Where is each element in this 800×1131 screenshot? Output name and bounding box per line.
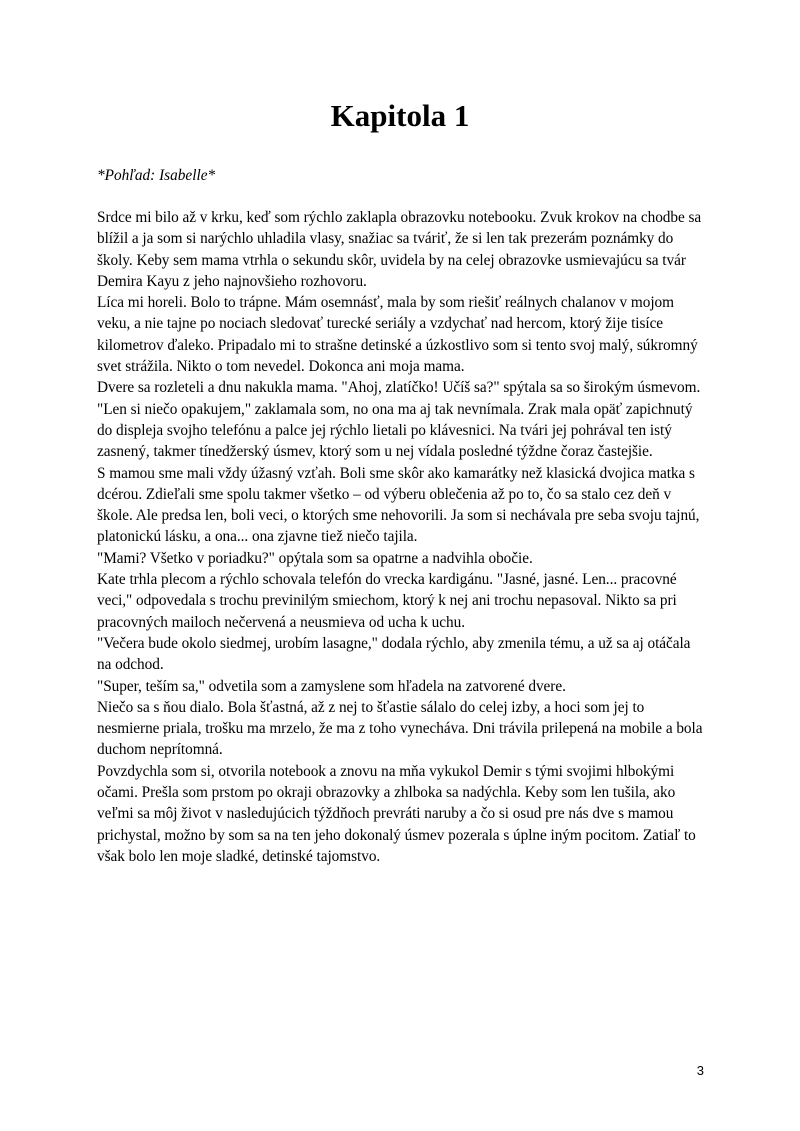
paragraph: "Večera bude okolo siedmej, urobím lasagne," dodala rýchlo, aby zmenila tému, a už sa aj otáčala na odchod. (97, 634, 691, 674)
paragraph: Líca mi horeli. Bolo to trápne. Mám osemnásť, mala by som riešiť reálnych chalanov v mojom veku, a nie tajne po nociach sledovať turecké seriály a vzdychať nad hercom, ktorý žije tisíce kilometrov ďaleko. Pripadalo mi to strašne detinské a úzkostlivo som si tento svoj malý, súkromný svet strážila. Nikto o tom nevedel. Dokonca ani moja mama. (97, 294, 698, 376)
paragraph: "Mami? Všetko v poriadku?" opýtala som sa opatrne a nadvihla obočie. (97, 549, 533, 567)
page-number: 3 (696, 1063, 704, 1078)
paragraph: "Len si niečo opakujem," zaklamala som, no ona ma aj tak nevnímala. Zrak mala opäť zapichnutý do displeja svojho telefónu a palce jej rýchlo lietali po klávesnici. Na tvári jej pohrával ten istý zasnený, takmer tínedžerský úsmev, ktorý som u nej vídala posledné týždne čoraz častejšie. (97, 400, 693, 461)
paragraph: Srdce mi bilo až v krku, keď som rýchlo zaklapla obrazovku notebooku. Zvuk krokov na chodbe sa blížil a ja som si narýchlo uhladila vlasy, snažiac sa tváriť, že si len tak prezerám poznámky do školy. Keby sem mama vtrhla o sekundu skôr, uvidela by na celej obrazovke usmievajúcu sa tvár Demira Kayu z jeho najnovšieho rozhovoru. (97, 209, 702, 290)
chapter-title: Kapitola 1 (330, 98, 470, 133)
chapter-body (97, 207, 707, 867)
paragraph: Povzdychla som si, otvorila notebook a znovu na mňa vykukol Demir s tými svojimi hlbokými očami. Prešla som prstom po okraji obrazovky a zhlboka sa nadýchla. Keby som len tušila, ako veľmi sa môj život v nasledujúcich týždňoch prevráti naruby a čo si osud pre nás dve s mamou prichystal, možno by som sa na ten jeho dokonalý úsmev pozerala s úplne iným pocitom. Zatiaľ to však bolo len moje sladké, detinské tajomstvo. (97, 762, 696, 865)
paragraph: Kate trhla plecom a rýchlo schovala telefón do vrecka kardigánu. "Jasné, jasné. Len... pracovné veci," odpovedala s trochu previnilým smiechom, ktorý k nej ani trochu nepasoval. Nikto sa pri pracovných mailoch nečervená a neusmieva od ucha k uchu. (97, 571, 677, 631)
paragraph: Dvere sa rozleteli a dnu nakukla mama. "Ahoj, zlatíčko! Učíš sa?" spýtala sa so širokým úsmevom. (97, 379, 701, 397)
paragraph: S mamou sme mali vždy úžasný vzťah. Boli sme skôr ako kamarátky než klasická dvojica matka s dcérou. Zdieľali sme spolu takmer všetko – od výberu oblečenia až po to, čo sa stalo cez deň v škole. Ale predsa len, boli veci, o ktorých sme nehovorili. Ja som si nechávala pre seba svoju tajnú, platonickú lásku, a ona... ona zjavne tiež niečo tajila. (97, 464, 700, 546)
paragraph: "Super, teším sa," odvetila som a zamyslene som hľadela na zatvorené dvere. (97, 677, 566, 695)
point-of-view-line: *Pohľad: Isabelle* (97, 167, 216, 184)
paragraph: Niečo sa s ňou dialo. Bola šťastná, až z nej to šťastie sálalo do celej izby, a hoci som jej to nesmierne priala, trošku ma mrzelo, že ma z toho vynecháva. Dni trávila prilepená na mobile a bola duchom neprítomná. (97, 698, 703, 759)
